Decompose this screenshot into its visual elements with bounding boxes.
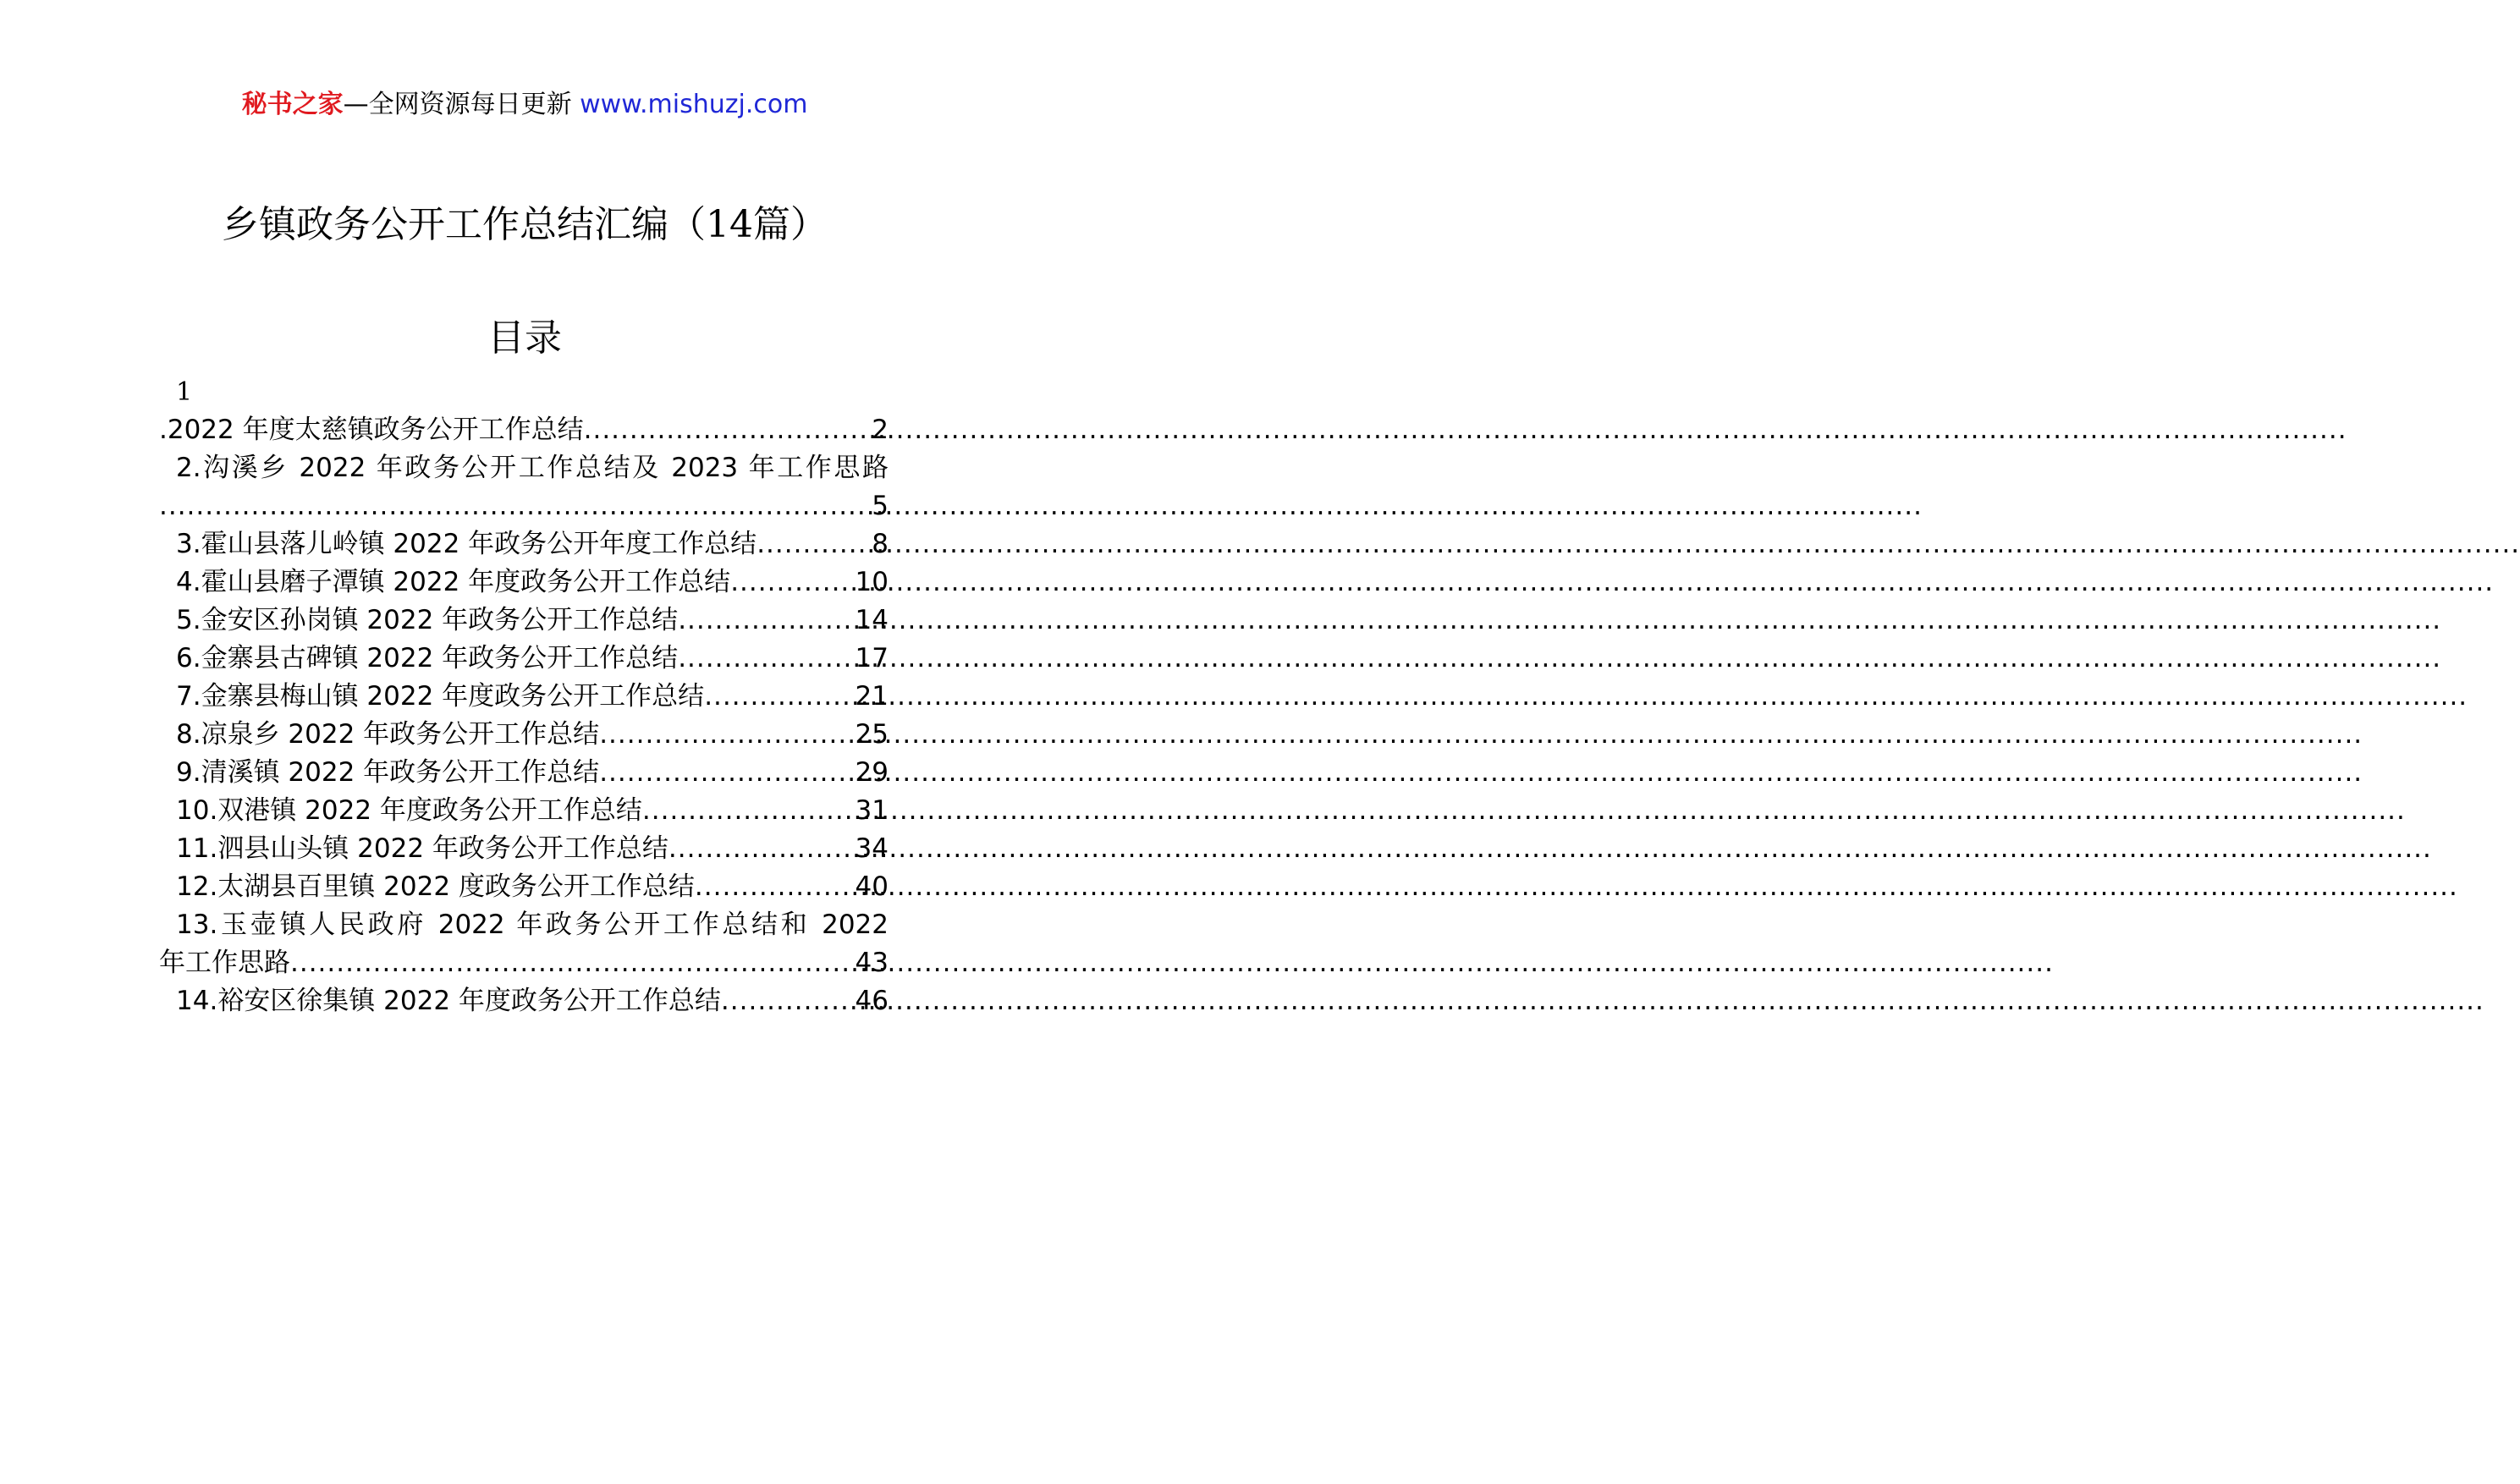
toc-entry-page: 10: [855, 567, 889, 597]
toc-entry-title: .2022 年度太慈镇政务公开工作总结: [159, 415, 584, 445]
toc-entry-14[interactable]: [159, 982, 889, 1020]
toc-stray-number: 1: [176, 377, 193, 407]
toc-entry-8[interactable]: [159, 716, 889, 754]
toc-leader-dots: [584, 411, 871, 449]
toc-entry-5[interactable]: [159, 602, 889, 640]
toc-leader-dots: [695, 868, 854, 906]
toc-entry-page: 43: [855, 948, 889, 978]
toc-leader-dots: [757, 525, 870, 563]
toc-entry-page: 21: [855, 681, 889, 712]
toc-entry-page: 8: [872, 529, 889, 559]
toc-entry-title: 3.霍山县落儿岭镇 2022 年政务公开年度工作总结: [176, 529, 757, 559]
toc-entry-page: 17: [855, 643, 889, 673]
toc-entry-page: 40: [855, 871, 889, 902]
toc-entry-title: 14.裕安区徐集镇 2022 年度政务公开工作总结: [176, 986, 721, 1016]
toc-leader-dots: [159, 487, 870, 525]
toc-leader-dots: [599, 754, 853, 792]
toc-entry-6[interactable]: [159, 640, 889, 678]
toc-leader-dots: [721, 982, 854, 1020]
toc-entry-title-cont: 年工作思路: [159, 948, 290, 978]
toc-leader-dots: [599, 716, 853, 754]
toc-entry-4[interactable]: [159, 563, 889, 602]
toc-entry-page: 46: [855, 986, 889, 1016]
toc-leader-dots: [730, 563, 853, 602]
toc-entry-title: 7.金寨县梅山镇 2022 年度政务公开工作总结: [176, 681, 705, 712]
document-title-main: 乡镇政务公开工作总结汇编（: [222, 203, 706, 246]
toc-entry-3[interactable]: [159, 525, 889, 563]
toc-entry-title: 8.凉泉乡 2022 年政务公开工作总结: [176, 719, 600, 750]
toc-entry-title: 12.太湖县百里镇 2022 度政务公开工作总结: [176, 871, 695, 902]
toc-heading: 目录: [487, 316, 562, 360]
toc-leader-dots: [642, 792, 854, 830]
toc-entry-page: 31: [855, 795, 889, 826]
table-of-contents: [159, 411, 889, 1020]
toc-entry-title: 6.金寨县古碑镇 2022 年政务公开工作总结: [176, 643, 679, 673]
toc-entry-page: 34: [855, 833, 889, 864]
toc-entry-1[interactable]: [159, 411, 889, 449]
toc-entry-page: 2: [872, 415, 889, 445]
toc-entry-page: 5: [872, 491, 889, 521]
toc-entry-title: 5.金安区孙岗镇 2022 年政务公开工作总结: [176, 605, 679, 635]
toc-entry-2[interactable]: [159, 449, 889, 525]
toc-entry-11[interactable]: [159, 830, 889, 868]
toc-leader-dots: [704, 678, 853, 716]
toc-entry-title: 9.清溪镇 2022 年政务公开工作总结: [176, 757, 600, 788]
toc-leader-dots: [678, 602, 853, 640]
toc-entry-title: 2.沟溪乡 2022 年政务公开工作总结及 2023 年工作思路: [176, 453, 889, 483]
toc-entry-page: 29: [855, 757, 889, 788]
toc-entry-title: 4.霍山县磨子潭镇 2022 年度政务公开工作总结: [176, 567, 731, 597]
toc-entry-9[interactable]: [159, 754, 889, 792]
document-title-end: 篇）: [753, 203, 828, 246]
document-title: [0, 200, 1049, 250]
site-brand: 秘书之家: [241, 90, 344, 119]
toc-entry-title: 10.双港镇 2022 年度政务公开工作总结: [176, 795, 642, 826]
toc-leader-dots: [669, 830, 854, 868]
toc-entry-title: 13.玉壶镇人民政府 2022 年政务公开工作总结和 2022: [176, 910, 889, 940]
site-tagline: —全网资源每日更新: [343, 90, 580, 119]
toc-leader-dots: [678, 640, 853, 678]
document-title-count: 14: [706, 203, 753, 246]
toc-entry-page: 25: [855, 719, 889, 750]
toc-entry-title: 11.泗县山头镇 2022 年政务公开工作总结: [176, 833, 669, 864]
toc-entry-12[interactable]: [159, 868, 889, 906]
toc-entry-7[interactable]: [159, 678, 889, 716]
toc-entry-13[interactable]: [159, 906, 889, 982]
toc-entry-10[interactable]: [159, 792, 889, 830]
toc-entry-line2: [159, 487, 889, 525]
site-header: [0, 85, 1049, 125]
toc-leader-dots: [290, 944, 854, 982]
toc-entry-line2: [159, 944, 889, 982]
site-url-link[interactable]: www.mishuzj.com: [580, 90, 808, 119]
toc-entry-page: 14: [855, 605, 889, 635]
